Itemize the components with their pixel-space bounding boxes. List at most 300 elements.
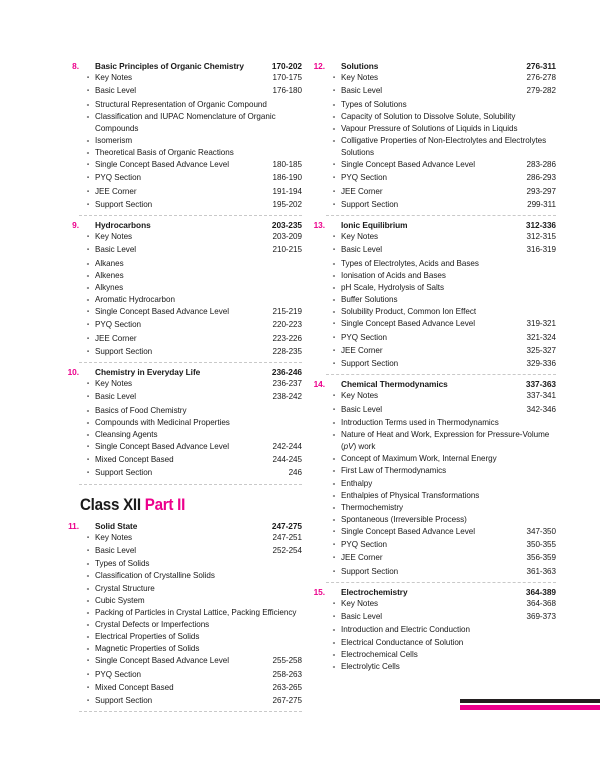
- toc-entry-magnetic-properties-of-solids[interactable]: [81, 643, 302, 655]
- toc-entry-basic-level[interactable]: [81, 85, 302, 98]
- toc-entry-electrical-conductance-of-solution[interactable]: [327, 637, 556, 649]
- toc-chapter-solutions[interactable]: [308, 60, 556, 72]
- toc-entry-group: [308, 231, 556, 371]
- chapter-pages: 170-202: [271, 61, 302, 71]
- toc-entry-group: [62, 378, 302, 480]
- toc-entry-key-notes[interactable]: [327, 231, 556, 244]
- toc-entry-label: PYQ Section: [95, 173, 142, 183]
- toc-entry-compounds-with-medicinal-properties[interactable]: [81, 417, 302, 429]
- toc-entry-basic-level[interactable]: [327, 611, 556, 624]
- toc-entry-pyq-section[interactable]: [327, 332, 556, 345]
- toc-entry-pages: 252-254: [272, 546, 302, 556]
- toc-chapter-chemical-thermodynamics[interactable]: [308, 378, 556, 390]
- square-bullet-icon: ▪: [86, 246, 90, 254]
- toc-entry-pyq-section[interactable]: [327, 539, 556, 552]
- toc-entry-label: First Law of Thermodynamics: [341, 466, 447, 476]
- toc-entry-label: Single Concept Based Advance Level: [95, 656, 229, 666]
- toc-entry-pages: 276-278: [526, 73, 556, 83]
- chapter-separator: [79, 711, 302, 712]
- square-bullet-icon: ▪: [332, 567, 336, 575]
- toc-entry-spontaneous-irreversible-process[interactable]: [327, 514, 556, 526]
- toc-entry-label: PYQ Section: [341, 540, 388, 550]
- toc-entry-label: Capacity of Solution to Dissolve Solute, Solubility: [341, 111, 516, 121]
- toc-entry-label: Electrochemical Cells: [341, 649, 418, 659]
- chapter-pages: 312-336: [525, 220, 556, 231]
- toc-entry-label: Key Notes: [95, 532, 133, 542]
- toc-entry-pages: 316-319: [526, 245, 556, 255]
- toc-entry-label: Basic Level: [95, 392, 137, 402]
- dash-bullet-icon: -: [86, 583, 90, 593]
- toc-entry-label: Single Concept Based Advance Level: [95, 160, 229, 170]
- toc-entry-pages: 312-315: [526, 232, 556, 242]
- toc-entry-types-of-solutions[interactable]: [327, 99, 556, 111]
- toc-entry-label: PYQ Section: [341, 173, 388, 183]
- chapter-pages: 203-235: [271, 220, 302, 231]
- toc-entry-label: Support Section: [341, 199, 399, 209]
- square-bullet-icon: ▪: [332, 392, 336, 400]
- toc-entry-pages: 364-368: [526, 599, 556, 609]
- toc-entry-enthalpies-of-physical-transformations[interactable]: [327, 490, 556, 502]
- toc-entry-electrical-properties-of-solids[interactable]: [81, 631, 302, 643]
- toc-entry-single-concept-based-advance-level[interactable]: [81, 441, 302, 454]
- toc-columns: [0, 60, 600, 715]
- toc-entry-pages: 247-251: [272, 532, 302, 542]
- chapter-title: Solutions: [341, 61, 379, 71]
- toc-entry-key-notes[interactable]: [81, 532, 302, 545]
- toc-entry-pages: 210-215: [272, 245, 302, 255]
- chapter-separator: [326, 582, 556, 583]
- section-heading-class-xii-part-ii: [80, 496, 284, 514]
- toc-entry-packing-of-particles-in-crystal-lattice-packing-[interactable]: [81, 607, 302, 619]
- toc-entry-types-of-electrolytes-acids-and-bases[interactable]: [327, 258, 556, 270]
- toc-entry-label: Basic Level: [341, 404, 383, 414]
- toc-entry-jee-corner[interactable]: [327, 345, 556, 358]
- toc-entry-pages: 242-244: [272, 442, 302, 452]
- toc-entry-label: Basic Level: [95, 546, 137, 556]
- toc-entry-key-notes[interactable]: [81, 231, 302, 244]
- toc-entry-classification-and-iupac-nomenclature-of-organic[interactable]: [81, 111, 302, 135]
- toc-entry-vapour-pressure-of-solutions-of-liquids-in-liqui[interactable]: [327, 123, 556, 135]
- square-bullet-icon: ▪: [332, 346, 336, 354]
- toc-entry-cubic-system[interactable]: [81, 595, 302, 607]
- toc-entry-label: Support Section: [341, 566, 399, 576]
- toc-entry-ph-scale-hydrolysis-of-salts[interactable]: [327, 282, 556, 294]
- toc-entry-label: PYQ Section: [95, 669, 142, 679]
- toc-entry-label: Nature of Heat and Work, Expression for Pressure-Volume (pV) work: [341, 429, 550, 452]
- toc-entry-group: [62, 231, 302, 359]
- toc-entry-pages: 236-237: [272, 379, 302, 389]
- toc-entry-introduction-terms-used-in-thermodynamics[interactable]: [327, 417, 556, 429]
- dash-bullet-icon: -: [86, 282, 90, 292]
- chapter-pages: 247-275: [271, 520, 302, 531]
- square-bullet-icon: ▪: [86, 547, 90, 555]
- square-bullet-icon: ▪: [86, 321, 90, 329]
- toc-entry-label: Basic Level: [95, 245, 137, 255]
- dash-bullet-icon: -: [332, 123, 336, 133]
- toc-chapter-solid-state[interactable]: [62, 520, 302, 532]
- toc-entry-label: Ionisation of Acids and Bases: [341, 270, 446, 280]
- toc-entry-label: Key Notes: [95, 232, 133, 242]
- toc-entry-pages: 176-180: [272, 86, 302, 96]
- toc-entry-first-law-of-thermodynamics[interactable]: [327, 465, 556, 477]
- toc-entry-support-section[interactable]: [327, 199, 556, 212]
- toc-entry-basic-level[interactable]: [327, 85, 556, 98]
- chapter-number: 13.: [313, 220, 325, 231]
- dash-bullet-icon: -: [332, 429, 336, 439]
- chapter-pages: 236-246: [271, 367, 302, 378]
- toc-entry-support-section[interactable]: [81, 695, 302, 708]
- dash-bullet-icon: -: [332, 135, 336, 145]
- chapter-pages: 364-389: [525, 586, 556, 597]
- toc-entry-label: Basic Level: [95, 86, 137, 96]
- toc-entry-enthalpy[interactable]: [327, 478, 556, 490]
- toc-entry-jee-corner[interactable]: [81, 186, 302, 199]
- toc-entry-label: Classification of Crystalline Solids: [95, 571, 215, 581]
- toc-entry-aromatic-hydrocarbon[interactable]: [81, 294, 302, 306]
- toc-entry-pages: 369-373: [526, 612, 556, 622]
- toc-entry-pages: 220-223: [272, 320, 302, 330]
- toc-entry-label: Support Section: [95, 199, 153, 209]
- toc-entry-pages: 329-336: [526, 358, 556, 368]
- toc-entry-mixed-concept-based[interactable]: [81, 682, 302, 695]
- toc-entry-alkynes[interactable]: [81, 282, 302, 294]
- square-bullet-icon: ▪: [332, 187, 336, 195]
- toc-chapter-electrochemistry[interactable]: [308, 586, 556, 598]
- toc-entry-pages: 321-324: [526, 332, 556, 342]
- toc-entry-electrochemical-cells[interactable]: [327, 649, 556, 661]
- toc-entry-label: Introduction and Electric Conduction: [341, 625, 470, 635]
- toc-entry-pages: 238-242: [272, 392, 302, 402]
- dash-bullet-icon: -: [332, 637, 336, 647]
- square-bullet-icon: ▪: [86, 380, 90, 388]
- square-bullet-icon: ▪: [86, 393, 90, 401]
- footer-decoration-bar: [460, 699, 600, 710]
- square-bullet-icon: ▪: [332, 554, 336, 562]
- toc-entry-pyq-section[interactable]: [81, 669, 302, 682]
- square-bullet-icon: ▪: [332, 600, 336, 608]
- toc-entry-label: PYQ Section: [341, 332, 388, 342]
- toc-entry-label: Key Notes: [341, 232, 379, 242]
- square-bullet-icon: ▪: [332, 246, 336, 254]
- square-bullet-icon: ▪: [86, 187, 90, 195]
- toc-entry-pages: 350-355: [526, 540, 556, 550]
- toc-entry-pages: 180-185: [272, 160, 302, 170]
- toc-entry-concept-of-maximum-work-internal-energy[interactable]: [327, 453, 556, 465]
- toc-entry-label: Thermochemistry: [341, 502, 404, 512]
- square-bullet-icon: ▪: [86, 683, 90, 691]
- toc-entry-label: Alkenes: [95, 270, 124, 280]
- toc-entry-label: Magnetic Properties of Solids: [95, 644, 200, 654]
- toc-entry-single-concept-based-advance-level[interactable]: [327, 159, 556, 172]
- toc-entry-label: Support Section: [341, 358, 399, 368]
- toc-entry-pages: 283-286: [526, 160, 556, 170]
- toc-entry-pages: 246: [288, 468, 302, 478]
- toc-entry-label: Electrical Properties of Solids: [95, 632, 200, 642]
- toc-entry-label: Mixed Concept Based: [95, 455, 174, 465]
- dash-bullet-icon: -: [332, 111, 336, 121]
- toc-entry-classification-of-crystalline-solids[interactable]: [81, 570, 302, 582]
- square-bullet-icon: ▪: [86, 347, 90, 355]
- square-bullet-icon: ▪: [332, 161, 336, 169]
- dash-bullet-icon: -: [332, 99, 336, 109]
- toc-entry-label: JEE Corner: [95, 186, 137, 196]
- toc-entry-basic-level[interactable]: [81, 545, 302, 558]
- dash-bullet-icon: -: [332, 490, 336, 500]
- toc-entry-label: Buffer Solutions: [341, 295, 398, 305]
- toc-entry-label: Support Section: [95, 468, 153, 478]
- toc-entry-label: Cubic System: [95, 595, 145, 605]
- toc-entry-types-of-solids[interactable]: [81, 558, 302, 570]
- chapter-pages: 337-363: [525, 379, 556, 390]
- chapter-title: Solid State: [95, 520, 138, 531]
- dash-bullet-icon: -: [332, 502, 336, 512]
- toc-entry-crystal-defects-or-imperfections[interactable]: [81, 619, 302, 631]
- dash-bullet-icon: -: [86, 620, 90, 629]
- square-bullet-icon: ▪: [86, 443, 90, 451]
- footer-bar-pink: [460, 705, 600, 710]
- dash-bullet-icon: -: [332, 514, 336, 524]
- dash-bullet-icon: -: [86, 270, 90, 280]
- toc-right-column: [308, 60, 556, 715]
- toc-entry-label: Key Notes: [341, 599, 379, 609]
- toc-entry-group: [62, 72, 302, 212]
- toc-entry-support-section[interactable]: [81, 467, 302, 480]
- dash-bullet-icon: -: [332, 478, 336, 488]
- toc-entry-buffer-solutions[interactable]: [327, 294, 556, 306]
- toc-entry-jee-corner[interactable]: [327, 186, 556, 199]
- toc-entry-pyq-section[interactable]: [81, 319, 302, 332]
- toc-entry-label: Cleansing Agents: [95, 429, 158, 439]
- toc-entry-label: Alkynes: [95, 282, 124, 292]
- square-bullet-icon: ▪: [332, 333, 336, 341]
- toc-entry-single-concept-based-advance-level[interactable]: [327, 318, 556, 331]
- toc-entry-label: Types of Electrolytes, Acids and Bases: [341, 258, 479, 268]
- toc-left-column: [62, 60, 302, 715]
- toc-entry-label: Basic Level: [341, 86, 383, 96]
- toc-entry-jee-corner[interactable]: [81, 333, 302, 346]
- toc-entry-label: Spontaneous (Irreversible Process): [341, 514, 467, 524]
- toc-entry-label: Support Section: [95, 346, 153, 356]
- chapter-title: Electrochemistry: [341, 586, 408, 597]
- toc-entry-single-concept-based-advance-level[interactable]: [81, 655, 302, 668]
- toc-entry-cleansing-agents[interactable]: [81, 429, 302, 441]
- dash-bullet-icon: -: [332, 466, 336, 476]
- toc-chapter-chemistry-in-everyday-life[interactable]: [62, 366, 302, 378]
- toc-entry-single-concept-based-advance-level[interactable]: [81, 159, 302, 172]
- toc-entry-label: Introduction Terms used in Thermodynamics: [341, 417, 499, 427]
- dash-bullet-icon: -: [86, 135, 90, 145]
- toc-entry-label: Enthalpies of Physical Transformations: [341, 490, 480, 500]
- toc-entry-key-notes[interactable]: [327, 598, 556, 611]
- toc-entry-pages: 215-219: [272, 307, 302, 317]
- dash-bullet-icon: -: [332, 417, 336, 427]
- dash-bullet-icon: -: [86, 632, 90, 642]
- toc-entry-jee-corner[interactable]: [327, 552, 556, 565]
- toc-entry-pages: 299-311: [527, 199, 556, 209]
- toc-entry-pyq-section[interactable]: [81, 172, 302, 185]
- toc-entry-basics-of-food-chemistry[interactable]: [81, 405, 302, 417]
- toc-entry-nature-of-heat-and-work-expression-for-pressure-[interactable]: [327, 429, 556, 453]
- toc-chapter-basic-principles-of-organic-chemistry[interactable]: [62, 60, 302, 72]
- toc-entry-support-section[interactable]: [327, 358, 556, 371]
- toc-entry-label: Isomerism: [95, 135, 133, 145]
- square-bullet-icon: ▪: [332, 320, 336, 328]
- square-bullet-icon: ▪: [86, 456, 90, 464]
- toc-entry-label: Basics of Food Chemistry: [95, 405, 187, 415]
- toc-entry-label: Crystal Defects or Imperfections: [95, 620, 210, 629]
- toc-entry-key-notes[interactable]: [327, 72, 556, 85]
- toc-entry-pages: 356-359: [526, 553, 556, 563]
- toc-entry-introduction-and-electric-conduction[interactable]: [327, 624, 556, 636]
- toc-entry-label: pH Scale, Hydrolysis of Salts: [341, 282, 445, 292]
- toc-entry-pages: 337-341: [526, 391, 556, 401]
- square-bullet-icon: ▪: [86, 334, 90, 342]
- dash-bullet-icon: -: [332, 258, 336, 268]
- toc-entry-label: Types of Solutions: [341, 99, 407, 109]
- toc-entry-key-notes[interactable]: [81, 378, 302, 391]
- chapter-pages: 276-311: [526, 61, 556, 71]
- toc-entry-label: Basic Level: [341, 245, 383, 255]
- toc-entry-pages: 203-209: [272, 232, 302, 242]
- dash-bullet-icon: -: [86, 148, 90, 158]
- dash-bullet-icon: -: [86, 417, 90, 427]
- toc-entry-label: Key Notes: [95, 73, 133, 83]
- chapter-separator: [326, 215, 556, 216]
- toc-entry-support-section[interactable]: [81, 346, 302, 359]
- toc-entry-key-notes[interactable]: [327, 390, 556, 403]
- dash-bullet-icon: -: [86, 559, 90, 569]
- square-bullet-icon: ▪: [86, 233, 90, 241]
- toc-entry-structural-representation-of-organic-compound[interactable]: [81, 99, 302, 111]
- chapter-number: 15.: [313, 586, 325, 597]
- toc-entry-mixed-concept-based[interactable]: [81, 454, 302, 467]
- toc-entry-thermochemistry[interactable]: [327, 502, 556, 514]
- chapter-number: 9.: [72, 220, 79, 231]
- chapter-number: 11.: [68, 520, 79, 531]
- toc-entry-label: Key Notes: [95, 379, 133, 389]
- toc-entry-label: JEE Corner: [341, 345, 383, 355]
- toc-entry-label: Vapour Pressure of Solutions of Liquids in Liquids: [341, 123, 518, 133]
- square-bullet-icon: ▪: [86, 469, 90, 477]
- toc-entry-label: Single Concept Based Advance Level: [341, 527, 475, 537]
- toc-entry-single-concept-based-advance-level[interactable]: [327, 526, 556, 539]
- chapter-title: Ionic Equilibrium: [341, 220, 408, 231]
- square-bullet-icon: ▪: [332, 174, 336, 182]
- toc-entry-label: Enthalpy: [341, 478, 373, 488]
- toc-entry-alkenes[interactable]: [81, 270, 302, 282]
- toc-entry-crystal-structure[interactable]: [81, 583, 302, 595]
- square-bullet-icon: ▪: [86, 87, 90, 95]
- toc-entry-label: Crystal Structure: [95, 583, 155, 593]
- toc-entry-label: Colligative Properties of Non-Electrolytes and Electrolytes Solutions: [341, 135, 547, 158]
- chapter-separator: [79, 484, 302, 485]
- chapter-number: 14.: [313, 379, 325, 390]
- toc-entry-support-section[interactable]: [327, 566, 556, 579]
- toc-entry-isomerism[interactable]: [81, 135, 302, 147]
- square-bullet-icon: ▪: [332, 74, 336, 82]
- toc-entry-pyq-section[interactable]: [327, 172, 556, 185]
- dash-bullet-icon: -: [86, 295, 90, 305]
- toc-entry-key-notes[interactable]: [81, 72, 302, 85]
- toc-entry-label: Packing of Particles in Crystal Lattice, Packing Efficiency: [95, 607, 297, 617]
- toc-entry-theoretical-basis-of-organic-reactions[interactable]: [81, 147, 302, 159]
- toc-entry-group: [308, 72, 556, 212]
- toc-entry-label: JEE Corner: [341, 553, 383, 563]
- square-bullet-icon: ▪: [332, 541, 336, 549]
- toc-entry-label: JEE Corner: [341, 186, 383, 196]
- toc-entry-support-section[interactable]: [81, 199, 302, 212]
- toc-entry-label: Aromatic Hydrocarbon: [95, 295, 175, 305]
- toc-entry-pages: 191-194: [272, 186, 302, 196]
- dash-bullet-icon: -: [332, 649, 336, 659]
- chapter-number: 10.: [67, 367, 79, 378]
- chapter-title: Chemical Thermodynamics: [341, 379, 448, 390]
- dash-bullet-icon: -: [86, 644, 90, 654]
- dash-bullet-icon: -: [332, 270, 336, 280]
- toc-entry-single-concept-based-advance-level[interactable]: [81, 306, 302, 319]
- square-bullet-icon: ▪: [86, 200, 90, 208]
- toc-entry-alkanes[interactable]: [81, 258, 302, 270]
- square-bullet-icon: ▪: [86, 308, 90, 316]
- chapter-separator: [79, 215, 302, 216]
- toc-chapter-ionic-equilibrium[interactable]: [308, 219, 556, 231]
- toc-entry-label: Classification and IUPAC Nomenclature of Organic Compounds: [95, 111, 276, 133]
- toc-entry-pages: 263-265: [272, 682, 302, 692]
- toc-entry-basic-level[interactable]: [81, 244, 302, 257]
- square-bullet-icon: ▪: [86, 174, 90, 182]
- toc-entry-label: Electrolytic Cells: [341, 661, 400, 671]
- toc-entry-basic-level[interactable]: [327, 404, 556, 417]
- toc-entry-solubility-product-common-ion-effect[interactable]: [327, 306, 556, 318]
- toc-entry-label: Mixed Concept Based: [95, 682, 174, 692]
- toc-entry-label: Key Notes: [341, 391, 379, 401]
- chapter-title: Basic Principles of Organic Chemistry: [95, 61, 244, 71]
- toc-entry-ionisation-of-acids-and-bases[interactable]: [327, 270, 556, 282]
- dash-bullet-icon: -: [86, 429, 90, 439]
- toc-entry-label: Types of Solids: [95, 559, 150, 569]
- toc-entry-capacity-of-solution-to-dissolve-solute-solubili[interactable]: [327, 111, 556, 123]
- toc-entry-colligative-properties-of-non-electrolytes-and-e[interactable]: [327, 135, 556, 159]
- toc-entry-pages: 293-297: [526, 186, 556, 196]
- toc-entry-pages: 228-235: [272, 346, 302, 356]
- toc-chapter-hydrocarbons[interactable]: [62, 219, 302, 231]
- toc-entry-label: Support Section: [95, 695, 153, 705]
- dash-bullet-icon: -: [332, 661, 336, 671]
- toc-entry-pages: 186-190: [272, 173, 302, 183]
- square-bullet-icon: ▪: [332, 528, 336, 536]
- square-bullet-icon: ▪: [86, 670, 90, 678]
- toc-entry-label: Concept of Maximum Work, Internal Energy: [341, 454, 497, 464]
- dash-bullet-icon: -: [332, 625, 336, 635]
- toc-entry-basic-level[interactable]: [327, 244, 556, 257]
- section-heading-part-one: Class XII: [80, 495, 141, 514]
- toc-entry-pages: 319-321: [526, 319, 556, 329]
- dash-bullet-icon: -: [86, 111, 90, 121]
- square-bullet-icon: ▪: [332, 613, 336, 621]
- toc-entry-pages: 223-226: [272, 333, 302, 343]
- toc-entry-pages: 267-275: [272, 695, 302, 705]
- toc-entry-pages: 244-245: [272, 455, 302, 465]
- toc-entry-group: [308, 598, 556, 673]
- toc-entry-label: Electrical Conductance of Solution: [341, 637, 464, 647]
- toc-entry-electrolytic-cells[interactable]: [327, 661, 556, 673]
- toc-entry-label: JEE Corner: [95, 333, 137, 343]
- square-bullet-icon: ▪: [86, 533, 90, 541]
- toc-entry-basic-level[interactable]: [81, 391, 302, 404]
- toc-entry-label: Single Concept Based Advance Level: [341, 319, 475, 329]
- square-bullet-icon: ▪: [86, 657, 90, 665]
- dash-bullet-icon: -: [86, 607, 90, 617]
